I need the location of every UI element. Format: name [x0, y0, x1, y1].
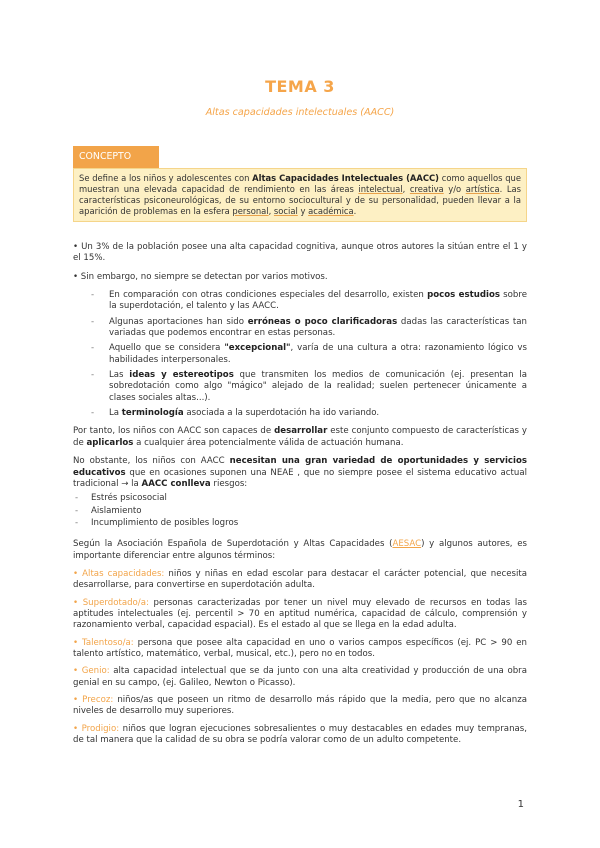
concept-box [73, 168, 527, 222]
list-item-text: Aquello que se considera [109, 343, 225, 354]
list-item-bold: "excepcional" [224, 343, 291, 354]
concept-text: , [402, 183, 410, 194]
definition-term: • Talentoso/a: [73, 637, 134, 648]
concept-underlined: académica [308, 205, 354, 216]
page-number: 1 [517, 799, 524, 810]
bold-run: aplicarlos [86, 437, 134, 448]
list-item-text: sobre la superdotación, el talento y las AACC. [109, 290, 527, 312]
list-item [73, 343, 527, 366]
paragraph-prevalence: • Un 3% de la población posee una alta capacidad cognitiva, aunque otros autores la sitúan entre el 1 y el 15%. [73, 242, 527, 264]
text-run: este conjunto compuesto de características y de [73, 426, 527, 448]
list-item-text: Algunas aportaciones han sido [109, 316, 248, 327]
text-run: que en ocasiones suponen una NEAE , que no siempre posee el sistema educativo actual tradicional → la [73, 467, 527, 489]
definition-text: personas caracterizadas por tener un nivel muy elevado de recursos en todas las aptitudes intelectuales (ej. percentil > 70 en aptitud numérica, capacidad de cálculo, comprensión y razonamiento verbal, capacidad espacial). Es el estado al que se llega en la edad adulta. [73, 597, 527, 631]
definition-genio [73, 666, 527, 689]
page-subtitle: Altas capacidades intelectuales (AACC) [205, 107, 395, 118]
concept-text: , [268, 205, 274, 216]
definition-text: persona que posee alta capacidad en uno o varios campos específicos (ej. PC > 90 en talento artístico, matemático, verbal, musical, etc.), pero no en todos. [73, 637, 528, 659]
bold-run: necesitan una gran variedad de oportunidades y servicios educativos [73, 456, 527, 478]
concept-underlined: intelectual [358, 183, 403, 194]
definition-term: • Precoz: [73, 695, 114, 705]
definition-prodigio [73, 724, 527, 747]
list-item-bold: terminología [121, 408, 184, 419]
list-item-text: dadas las características tan variadas que podemos encontrar en estas personas. [109, 316, 527, 339]
bold-run: desarrollar [274, 426, 328, 437]
risks-list [73, 493, 527, 529]
definition-term: • Altas capacidades: [73, 568, 165, 579]
definition-talentoso [73, 638, 527, 661]
text-run: Por tanto, los niños con AACC son capaces de [73, 426, 275, 437]
paragraph-capabilities [73, 426, 527, 449]
list-item: - Aislamiento [73, 506, 527, 517]
definition-altas-capacidades [73, 569, 527, 592]
concept-text: y [297, 205, 309, 216]
list-item-bold: ideas y estereotipos [129, 370, 234, 381]
definition-text: niños y niñas en edad escolar para destacar el carácter potencial, que necesita desarrollarse, para convertirse en superdotación adulta. [73, 568, 527, 591]
definition-text: niños que logran ejecuciones sobresalientes o muy destacables en edades muy tempranas, de tal manera que la calidad de su obra se podría valorar como de un adulto competente. [73, 723, 527, 746]
definition-term: • Prodigio: [73, 723, 120, 734]
reasons-list [73, 290, 527, 419]
concept-text: . [353, 205, 357, 216]
paragraph-aesac [73, 539, 527, 562]
text-run: Según la Asociación Española de Superdotación y Altas Capacidades ( [73, 539, 393, 550]
list-item [73, 290, 527, 313]
concept-text: como aquellos que muestran una elevada capacidad de rendimiento en las áreas [79, 173, 521, 194]
definition-precoz [73, 695, 527, 718]
document-body [73, 242, 527, 752]
page-title: TEMA 3 [265, 77, 335, 96]
list-item-bold: erróneas o poco clarificadoras [247, 316, 398, 327]
list-item-text: En comparación con otras condiciones especiales del desarrollo, existen [109, 290, 428, 301]
text-run: riesgos: [210, 478, 248, 489]
paragraph-detection: • Sin embargo, no siempre se detectan por varios motivos. [73, 271, 328, 282]
bold-run: AACC conlleva [141, 478, 211, 489]
list-item [73, 408, 527, 419]
concept-text: Se define a los niños y adolescentes con [79, 173, 253, 183]
list-item [73, 317, 527, 340]
list-item-text: , varía de una cultura a otra: razonamiento lógico vs habilidades interpersonales. [109, 343, 527, 365]
aesac-link[interactable]: AESAC [392, 539, 422, 550]
concept-bold-term: Altas Capacidades Intelectuales (AACC) [252, 173, 439, 183]
definition-text: alta capacidad intelectual que se da junto con una alta creatividad y producción de una obra genial en su campo, (ej. Galileo, Newton o Picasso). [73, 666, 527, 688]
concept-underlined: artística [465, 183, 500, 194]
concept-underlined: creativa [409, 183, 444, 194]
definition-text: niños/as que poseen un ritmo de desarrollo más rápido que la media, pero que no alcanza niveles de desarrollo muy superiores. [73, 695, 527, 717]
text-run: a cualquier área potencialmente válida de actuación humana. [133, 437, 404, 448]
text-run: No obstante, los niños con AACC [73, 456, 230, 467]
definition-term: • Superdotado/a: [73, 597, 149, 608]
list-item: - Incumplimiento de posibles logros [73, 518, 527, 529]
concept-underlined: social [273, 205, 298, 216]
list-item-text: que transmiten los medios de comunicación (ej. presentan la sobredotación como algo "mágico" alejado de la realidad; suelen pertenecer únicamente a clases sociales altas...). [109, 370, 527, 403]
concept-text: y/o [443, 183, 466, 194]
section-tab-concepto: CONCEPTO [73, 146, 159, 168]
paragraph-needs [73, 456, 527, 490]
list-item-text: La [109, 408, 122, 419]
definition-term: • Genio: [73, 666, 110, 677]
text-run: ) y algunos autores, es importante diferenciar entre algunos términos: [73, 539, 527, 561]
list-item-text: Las [109, 370, 130, 381]
concept-text: . Las características psiconeurológicas, de su entorno sociocultural y de su personalidad, pueden llevar a la aparición de problemas en la esfera [79, 183, 521, 216]
list-item: - Estrés psicosocial [73, 493, 527, 504]
list-item-text: asociada a la superdotación ha ido variando. [183, 408, 380, 419]
concept-underlined: personal [232, 205, 269, 216]
definition-superdotado [73, 598, 527, 632]
list-item-bold: pocos estudios [427, 290, 500, 301]
list-item [73, 370, 527, 404]
